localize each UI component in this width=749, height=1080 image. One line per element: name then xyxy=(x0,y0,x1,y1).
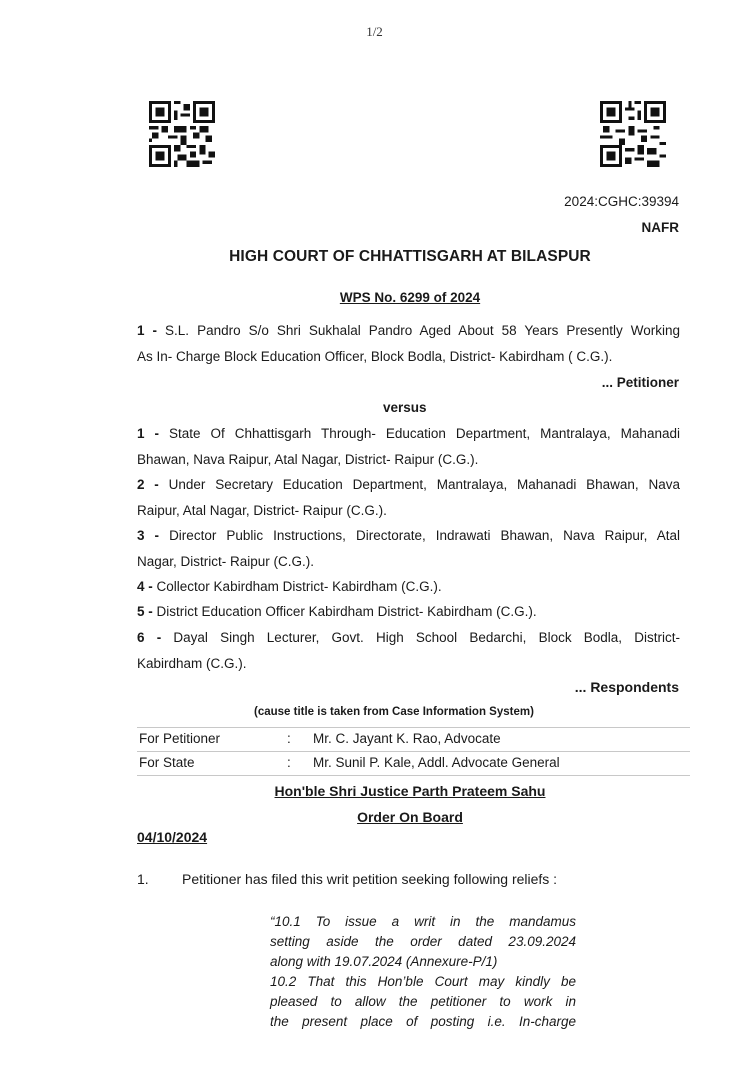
respondent-4 xyxy=(137,574,680,600)
respondent-1 xyxy=(137,421,680,473)
qr-code-right xyxy=(600,101,666,167)
counsel-name: Mr. Sunil P. Kale, Addl. Advocate General xyxy=(313,755,560,770)
respondent-text: Under Secretary Education Department, Mantralaya, Mahanadi Bhawan, Nava xyxy=(168,477,680,492)
divider-top xyxy=(137,727,690,728)
counsel-name: Mr. C. Jayant K. Rao, Advocate xyxy=(313,731,501,746)
respondent-6 xyxy=(137,625,680,677)
court-name: HIGH COURT OF CHHATTISGARH AT BILASPUR xyxy=(229,248,591,265)
page-number: 1/2 xyxy=(366,24,383,39)
judge-name: Hon'ble Shri Justice Parth Prateem Sahu xyxy=(274,783,546,799)
respondent-number: 3 - xyxy=(137,528,160,543)
petitioner-number: 1 - xyxy=(137,323,158,338)
respondent-text: Dayal Singh Lecturer, Govt. High School Bedarchi, Block Bodla, District- xyxy=(173,630,680,645)
petitioner-block xyxy=(137,318,680,370)
respondent-text-continued: Raipur, Atal Nagar, District- Raipur (C.G.). xyxy=(137,503,387,518)
versus-label: versus xyxy=(383,400,427,415)
respondent-5 xyxy=(137,599,680,625)
petitioner-line-2: As In- Charge Block Education Officer, Block Bodla, District- Kabirdham ( C.G.). xyxy=(137,349,613,364)
nafr-marker: NAFR xyxy=(641,220,679,235)
quote-line: 10.2 That this Hon’ble Court may kindly be xyxy=(270,974,576,989)
quote-line: setting aside the order dated 23.09.2024 xyxy=(270,934,576,949)
divider-bottom xyxy=(137,775,690,776)
respondent-text: State Of Chhattisgarh Through- Education Department, Mantralaya, Mahanadi xyxy=(169,426,680,441)
counsel-colon: : xyxy=(287,755,291,770)
petitioner-role: ... Petitioner xyxy=(601,375,679,390)
respondent-number: 4 - xyxy=(137,579,153,594)
cause-title-note: (cause title is taken from Case Information System) xyxy=(254,706,534,718)
counsel-label: For Petitioner xyxy=(139,731,221,746)
respondent-text-continued: Kabirdham (C.G.). xyxy=(137,656,247,671)
paragraph-number: 1. xyxy=(137,871,149,887)
respondent-2 xyxy=(137,472,680,524)
respondent-number: 5 - xyxy=(137,604,153,619)
case-number: WPS No. 6299 of 2024 xyxy=(339,290,481,305)
order-date: 04/10/2024 xyxy=(137,829,208,845)
respondent-text: Collector Kabirdham District- Kabirdham (C.G.). xyxy=(156,579,442,594)
petitioner-line-1: S.L. Pandro S/o Shri Sukhalal Pandro Aged About 58 Years Presently Working xyxy=(165,323,680,338)
respondent-text: District Education Officer Kabirdham District- Kabirdham (C.G.). xyxy=(156,604,537,619)
qr-code-left xyxy=(149,101,215,167)
order-title: Order On Board xyxy=(357,809,463,825)
respondent-3 xyxy=(137,523,680,575)
counsel-colon: : xyxy=(287,731,291,746)
paragraph-text: Petitioner has filed this writ petition seeking following reliefs : xyxy=(182,871,558,887)
respondents-role: ... Respondents xyxy=(574,679,679,695)
respondent-text-continued: Nagar, District- Raipur (C.G.). xyxy=(137,554,315,569)
respondent-number: 6 - xyxy=(137,630,162,645)
quote-line: pleased to allow the petitioner to work in xyxy=(270,994,576,1009)
respondent-number: 2 - xyxy=(137,477,159,492)
divider-middle xyxy=(137,751,690,752)
respondent-text-continued: Bhawan, Nava Raipur, Atal Nagar, District- Raipur (C.G.). xyxy=(137,452,479,467)
respondent-text: Director Public Instructions, Directorate, Indrawati Bhawan, Nava Raipur, Atal xyxy=(169,528,680,543)
respondent-number: 1 - xyxy=(137,426,159,441)
relief-quote xyxy=(270,912,576,1032)
quote-line: along with 19.07.2024 (Annexure-P/1) xyxy=(270,954,498,969)
neutral-citation: 2024:CGHC:39394 xyxy=(564,194,679,209)
counsel-label: For State xyxy=(139,755,195,770)
quote-line: the present place of posting i.e. In-charge xyxy=(270,1014,576,1029)
quote-line: “10.1 To issue a writ in the mandamus xyxy=(270,914,576,929)
